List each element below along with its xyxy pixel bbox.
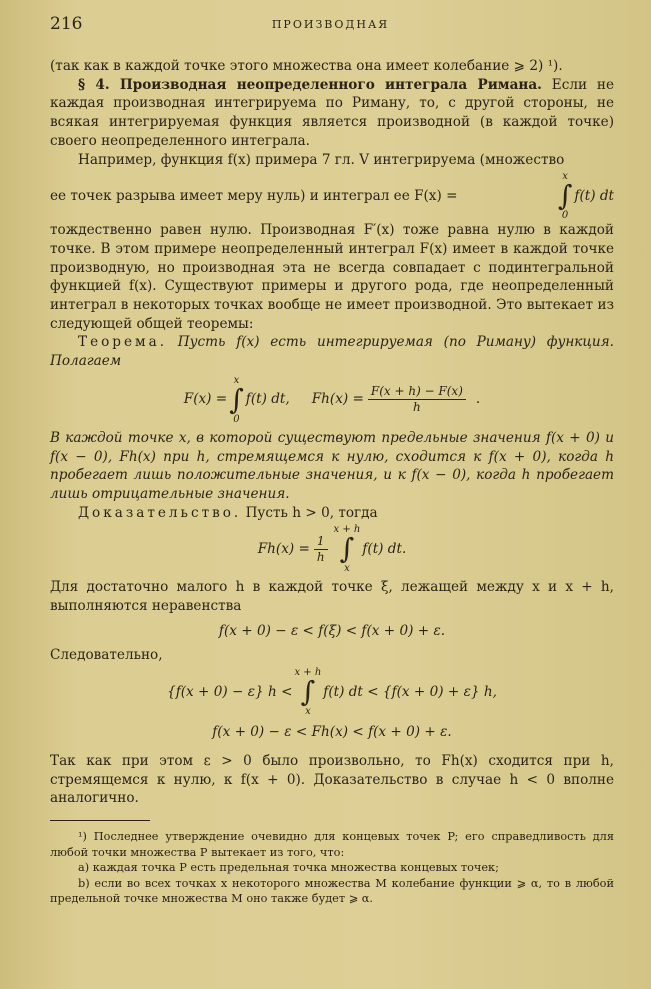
- integral-upper-limit: x: [562, 171, 568, 183]
- eq1-upper: x: [233, 374, 240, 386]
- equation-inequality: f(x + 0) − ε < f(ξ) < f(x + 0) + ε.: [218, 622, 446, 639]
- eq1-mid: Fh(x) =: [311, 391, 364, 408]
- equation-definitions: [50, 375, 614, 425]
- eq2-numerator: 1: [314, 534, 328, 550]
- footnote-rule: [50, 820, 150, 821]
- equation-fh: [50, 524, 614, 574]
- page-header: [50, 14, 611, 36]
- paragraph-conclusion: Так как при этом ε > 0 было произвольно, то Fh(x) сходится при h, стремящемся к нулю, к f(x + 0). Доказательство в случае h < 0 вполне аналогично.: [50, 752, 614, 807]
- paragraph-consequently: Следовательно,: [50, 647, 163, 664]
- eq1-integral-sign: x ∫ 0: [229, 374, 244, 425]
- paragraph-derivative: тождественно равен нулю. Производная F′(x) тоже равна нулю в каждой точке. В этом примере неопределенный интеграл F(x) имеет в каждой точке производную, но производная эта не всегда совпадает с подинтегральной функцией f(x). Существуют примеры и другого рода, где неопределенный интеграл в некоторых точках вообще не имеет производной. Это вытекает из следующей общей теоремы:: [50, 222, 614, 332]
- theorem-continuation: [50, 429, 614, 504]
- footnote-line-1: ¹) Последнее утверждение очевидно для концевых точек P; его справедливость для любой точки множества P вытекает из того, что:: [50, 829, 614, 859]
- example-paragraph: Например, функция f(x) примера 7 гл. V интегрируема (множество: [78, 151, 565, 168]
- eq2-left: Fh(x) =: [257, 541, 310, 557]
- eq2-integrand: f(t) dt.: [362, 541, 407, 557]
- eq1-integrand: f(t) dt,: [245, 391, 290, 408]
- eq4-left: {f(x + 0) − ε} h <: [167, 683, 293, 700]
- section-paragraph: [50, 76, 614, 151]
- integral-line: [50, 171, 614, 221]
- section-title: § 4. Производная неопределенного интеграла Римана.: [78, 76, 542, 93]
- footnote-line-b: b) если во всех точках x некоторого множества M колебание функции ⩾ α, то в любой предельной точке множества M оно также будет ⩾ α.: [50, 876, 614, 906]
- proof-label: Доказательство.: [78, 504, 242, 521]
- page-number: 216: [50, 14, 83, 34]
- eq1-left: F(x) =: [183, 391, 228, 408]
- eq2-upper: x + h: [333, 524, 361, 536]
- proof-text: Пусть h > 0, тогда: [241, 504, 378, 521]
- paragraph-small-h: Для достаточно малого h в каждой точке ξ, лежащей между x и x + h, выполняются неравенства: [50, 579, 614, 615]
- footnote-line-a: a) каждая точка P есть предельная точка множества концевых точек;: [78, 861, 499, 875]
- eq2-lower: x: [344, 563, 350, 575]
- eq4-upper: x + h: [294, 667, 322, 679]
- equation-fh-bounds: f(x + 0) − ε < Fh(x) < f(x + 0) + ε.: [212, 724, 452, 741]
- eq4-lower: x: [305, 706, 311, 718]
- main-text: [50, 57, 614, 907]
- equation-integral-bounds: [50, 667, 614, 717]
- eq1-numerator: F(x + h) − F(x): [368, 384, 466, 400]
- theorem-statement: [50, 333, 614, 370]
- theorem-label: Теорема.: [78, 334, 168, 351]
- eq1-lower: 0: [233, 413, 240, 425]
- integral-line-text: ее точек разрыва имеет меру нуль) и интеграл ее F(x) =: [50, 187, 458, 204]
- eq1-fraction: [368, 384, 466, 415]
- eq4-integral-sign: x + h ∫ x: [294, 667, 322, 718]
- paragraph-continuation: (так как в каждой точке этого множества она имеет колебание ⩾ 2) ¹).: [50, 58, 563, 74]
- section-text: Если не каждая производная интегрируема по Риману, то, с другой стороны, не всякая интегрируемая функция является производной (в каждой точке) своего неопределенного интеграла.: [50, 76, 614, 149]
- theorem-text: Пусть f(x) есть интегрируемая (по Риману) функция. Полагаем: [50, 334, 614, 370]
- eq2-denominator: h: [316, 549, 325, 564]
- eq1-end: .: [475, 391, 481, 408]
- theorem-continuation-text: В каждой точке x, в которой существуют предельные значения f(x + 0) и f(x − 0), Fh(x) при h, стремящемся к нулю, сходится к f(x + 0), когда h пробегает лишь положительные значения, и к f(x − 0), когда h пробегает лишь отрицательные значения.: [50, 429, 614, 502]
- integrand: f(t) dt: [574, 187, 614, 204]
- running-head: ПРОИЗВОДНАЯ: [271, 18, 390, 31]
- eq1-denominator: h: [413, 400, 421, 415]
- eq2-fraction: [314, 534, 328, 565]
- footnote: [50, 829, 614, 907]
- eq2-integral-sign: x + h ∫ x: [333, 524, 361, 575]
- integral-sign: x ∫ 0: [557, 171, 573, 222]
- proof-start: [50, 504, 614, 523]
- eq4-right: f(t) dt < {f(x + 0) + ε} h,: [323, 683, 497, 700]
- integral-lower-limit: 0: [561, 210, 569, 222]
